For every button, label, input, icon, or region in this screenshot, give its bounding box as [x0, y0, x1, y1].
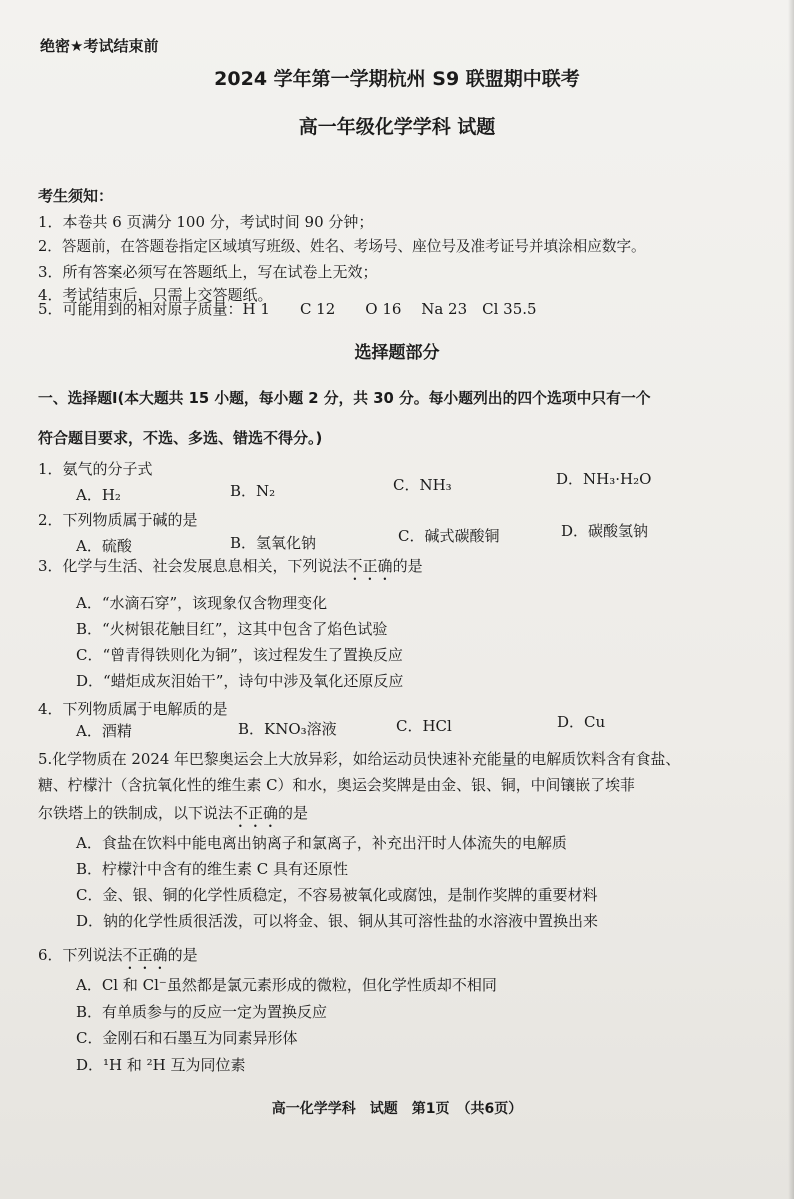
q5-stem-emphasis: 不正确 [233, 804, 279, 822]
page-footer: 高一化学学科 试题 第1页 （共6页） [271, 1101, 523, 1117]
q5-option-b: B．柠檬汁中含有的维生素 C 具有还原性 [76, 860, 349, 878]
q2-option-a: A．硫酸 [76, 537, 132, 555]
q5-stem-tail: 的是 [278, 804, 309, 822]
q1-option-c: C．NH₃ [393, 476, 452, 494]
q4-option-c: C．HCl [396, 717, 452, 735]
q4-stem: 4．下列物质属于电解质的是 [38, 700, 228, 718]
q3-option-d: D．“蜡炬成灰泪始干”，诗句中涉及氧化还原反应 [76, 672, 404, 690]
q1-option-d: D．NH₃·H₂O [556, 470, 652, 488]
notice-title: 考生须知： [38, 187, 114, 205]
notice-item-1: 1．本卷共 6 页满分 100 分，考试时间 90 分钟； [38, 213, 374, 231]
q1-option-a: A．H₂ [76, 486, 121, 504]
q5-stem-text: 尔铁塔上的铁制成，以下说法 [38, 804, 234, 822]
q4-option-b: B．KNO₃溶液 [238, 720, 337, 738]
q2-stem: 2．下列物质属于碱的是 [38, 511, 198, 529]
q6-stem-emphasis: 不正确 [122, 946, 168, 964]
q3-stem-tail: 的是 [392, 557, 423, 575]
q5-stem-line-1: 5.化学物质在 2024 年巴黎奥运会上大放异彩，如给运动员快速补充能量的电解质饮料含有食盐、 [38, 750, 681, 768]
q3-option-a: A．“水滴石穿”，该现象仅含物理变化 [76, 594, 328, 612]
q3-option-c: C．“曾青得铁则化为铜”，该过程发生了置换反应 [76, 646, 403, 664]
confidential-label: 绝密★考试结束前 [40, 37, 159, 55]
notice-item-5: 5．可能用到的相对原子质量：H 1 C 12 O 16 Na 23 Cl 35.5 [38, 300, 537, 318]
q4-option-d: D．Cu [557, 713, 606, 731]
page-edge-shadow [788, 0, 794, 1199]
notice-item-4: 4．考试结束后，只需上交答题纸。 [38, 286, 273, 304]
q5-option-c: C．金、银、铜的化学性质稳定，不容易被氧化或腐蚀，是制作奖牌的重要材料 [76, 886, 598, 904]
q3-stem [38, 557, 423, 584]
notice-item-2: 2．答题前，在答题卷指定区域填写班级、姓名、考场号、座位号及准考证号并填涂相应数字。 [38, 238, 646, 255]
q1-stem: 1．氨气的分子式 [38, 460, 153, 478]
q2-option-d: D．碳酸氢钠 [561, 522, 649, 540]
q6-stem-tail: 的是 [167, 946, 198, 964]
exam-title: 2024 学年第一学期杭州 S9 联盟期中联考 [214, 68, 580, 90]
q5-stem-line-2: 糖、柠檬汁（含抗氧化性的维生素 C）和水，奥运会奖牌是由金、银、铜，中间镶嵌了埃菲 [38, 776, 635, 794]
q2-option-b: B．氢氧化钠 [230, 534, 317, 552]
q5-option-a: A．食盐在饮料中能电离出钠离子和氯离子，补充出汗时人体流失的电解质 [76, 834, 567, 852]
q1-option-b: B．N₂ [230, 482, 276, 500]
q6-stem-text: 6．下列说法 [38, 946, 123, 964]
q3-stem-emphasis: 不正确 [347, 557, 393, 575]
q2-option-c: C．碱式碳酸铜 [398, 527, 500, 545]
q6-option-a: A．Cl 和 Cl⁻虽然都是氯元素形成的微粒，但化学性质却不相同 [76, 976, 497, 994]
notice-item-3: 3．所有答案必须写在答题纸上，写在试卷上无效； [38, 263, 378, 281]
section-instructions-1: 一、选择题I(本大题共 15 小题，每小题 2 分，共 30 分。每小题列出的四个选项中只有一个 [38, 390, 651, 407]
q5-stem-line-3 [38, 804, 308, 831]
q6-option-d: D．¹H 和 ²H 互为同位素 [76, 1056, 246, 1074]
q6-stem [38, 946, 198, 973]
q5-option-d: D．钠的化学性质很活泼，可以将金、银、铜从其可溶性盐的水溶液中置换出来 [76, 912, 599, 930]
q6-option-b: B．有单质参与的反应一定为置换反应 [76, 1003, 328, 1021]
section-title: 选择题部分 [354, 343, 440, 363]
section-instructions-2: 符合题目要求，不选、多选、错选不得分。) [38, 429, 323, 447]
q4-option-a: A．酒精 [76, 722, 132, 740]
q6-option-c: C．金刚石和石墨互为同素异形体 [76, 1029, 298, 1047]
q3-stem-text: 3．化学与生活、社会发展息息相关，下列说法 [38, 557, 348, 575]
q3-option-b: B．“火树银花触目红”，这其中包含了焰色试验 [76, 620, 388, 638]
exam-subtitle: 高一年级化学学科 试题 [298, 116, 496, 138]
